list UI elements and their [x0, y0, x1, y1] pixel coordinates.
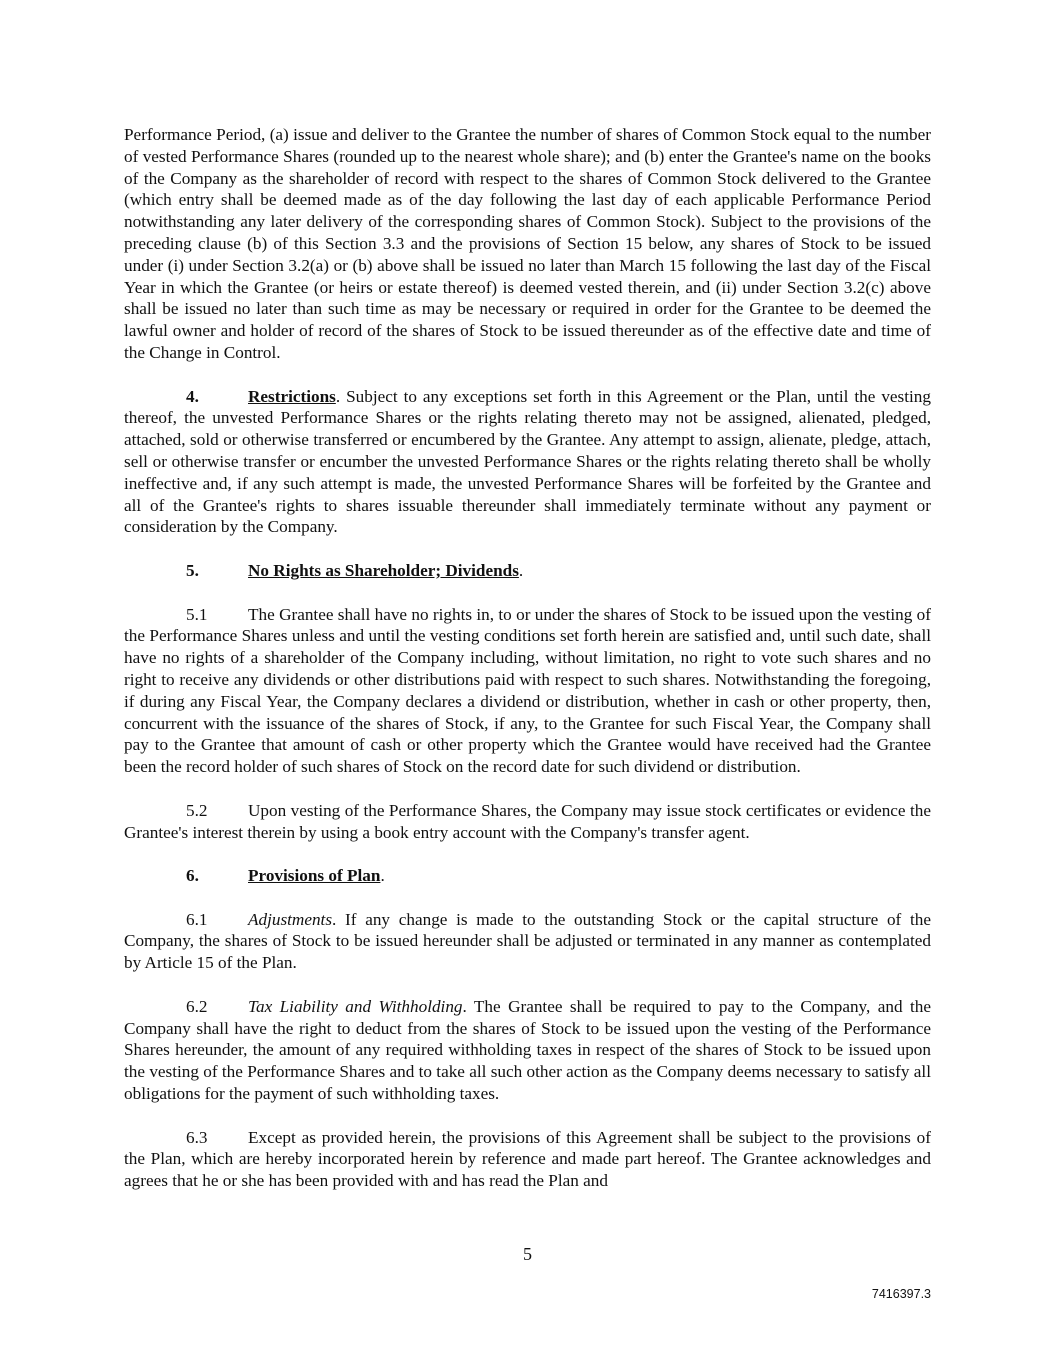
- document-page: [124, 124, 931, 1192]
- section-5-2-paragraph: [124, 800, 931, 844]
- subsection-text: . The Grantee shall be required to pay to the Company, and the Company shall have the right to deduct from the shares of Stock to be issued upon the vesting of the Performance Shares hereunder, the amount of any required withholding taxes in respect of the shares of Stock to be issued upon the vesting of the Performance Shares and to take all such other action as the Company deems necessary to satisfy all obligations for the payment of such withholding taxes.: [124, 996, 931, 1104]
- section-5-1-paragraph: [124, 604, 931, 778]
- section-6-1-paragraph: [124, 909, 931, 974]
- subsection-text: . If any change is made to the outstanding Stock or the capital structure of the Company, the shares of Stock to be issued hereunder shall be adjusted or terminated in any manner as contemplated by Article 15 of the Plan.: [124, 909, 931, 973]
- subsection-text: The Grantee shall have no rights in, to or under the shares of Stock to be issued upon the vesting of the Performance Shares unless and until the vesting conditions set forth herein are satisfied and, until such date, shall have no rights of a shareholder of the Company including, without limitation, no right to vote such shares and no right to receive any dividends or other distributions paid with respect to such shares. Notwithstanding the foregoing, if during any Fiscal Year, the Company declares a dividend or distribution, whether in cash or other property, then, concurrent with the issuance of the shares of Stock, if any, to the Grantee for such Fiscal Year, the Company shall pay to the Grantee that amount of cash or other property which the Grantee would have received had the Grantee been the record holder of such shares of Stock on the record date for such dividend or distribution.: [124, 604, 931, 777]
- heading-period: .: [380, 866, 385, 886]
- section-4-paragraph: [124, 386, 931, 539]
- section-5-heading-line: [124, 560, 931, 582]
- section-heading: No Rights as Shareholder; Dividends: [248, 560, 519, 580]
- page-number: 5: [523, 1244, 532, 1264]
- section-heading: Restrictions: [248, 386, 336, 406]
- subsection-text: Except as provided herein, the provisions of this Agreement shall be subject to the provisions of the Plan, which are hereby incorporated herein by reference and made part hereof. The Grantee acknowledges and agrees that he or she has been provided with and has read the Plan and: [124, 1127, 931, 1191]
- section-6-3-paragraph: [124, 1127, 931, 1192]
- section-number: 4.: [186, 386, 199, 406]
- heading-period: .: [518, 560, 524, 580]
- subsection-number: 6.1: [186, 909, 208, 929]
- subsection-title: Tax Liability and Withholding: [248, 996, 463, 1016]
- section-number: 6.: [186, 866, 199, 886]
- subsection-number: 5.1: [186, 604, 208, 624]
- document-id: 7416397.3: [871, 1287, 931, 1301]
- section-number: 5.: [186, 560, 199, 580]
- continuation-paragraph: Performance Period, (a) issue and deliver to the Grantee the number of shares of Common Stock equal to the number of vested Performance Shares (rounded up to the nearest whole share); and (b) enter the Grantee's name on the books of the Company as the shareholder of record with respect to the shares of Common Stock delivered to the Grantee (which entry shall be deemed made as of the day following the last day of each applicable Performance Period notwithstanding any later delivery of the corresponding shares of Common Stock). Subject to the provisions of the preceding clause (b) of this Section 3.3 and the provisions of Section 15 below, any shares of Stock to be issued under (i) under Section 3.2(a) or (b) above shall be issued no later than March 15 following the last day of the Fiscal Year in which the Grantee (or heirs or estate thereof) is deemed vested therein, and (ii) under Section 3.2(c) above shall be issued no later than such time as may be necessary or required in order for the Grantee to be deemed the lawful owner and holder of record of the shares of Stock to be issued thereunder as of the effective date and time of the Change in Control.: [124, 125, 931, 362]
- section-heading: Provisions of Plan: [248, 866, 381, 886]
- subsection-number: 6.3: [186, 1127, 208, 1147]
- subsection-number: 6.2: [186, 996, 208, 1016]
- section-text: . Subject to any exceptions set forth in this Agreement or the Plan, until the vesting thereof, the unvested Performance Shares or the rights relating thereto may not be assigned, alienated, pledged, attached, sold or otherwise transferred or encumbered by the Grantee. Any attempt to assign, alienate, pledge, attach, sell or otherwise transfer or encumber the unvested Performance Shares or the rights relating thereto shall be wholly ineffective and, if any such attempt is made, the unvested Performance Shares will be forfeited by the Grantee and all of the Grantee's rights to shares issuable thereunder shall immediately terminate without any payment or consideration by the Company.: [124, 386, 931, 537]
- section-6-2-paragraph: [124, 996, 931, 1105]
- subsection-text: Upon vesting of the Performance Shares, the Company may issue stock certificates or evidence the Grantee's interest therein by using a book entry account with the Company's transfer agent.: [124, 800, 931, 842]
- subsection-number: 5.2: [186, 800, 208, 820]
- subsection-title: Adjustments: [248, 909, 333, 929]
- section-6-heading-line: [124, 865, 931, 887]
